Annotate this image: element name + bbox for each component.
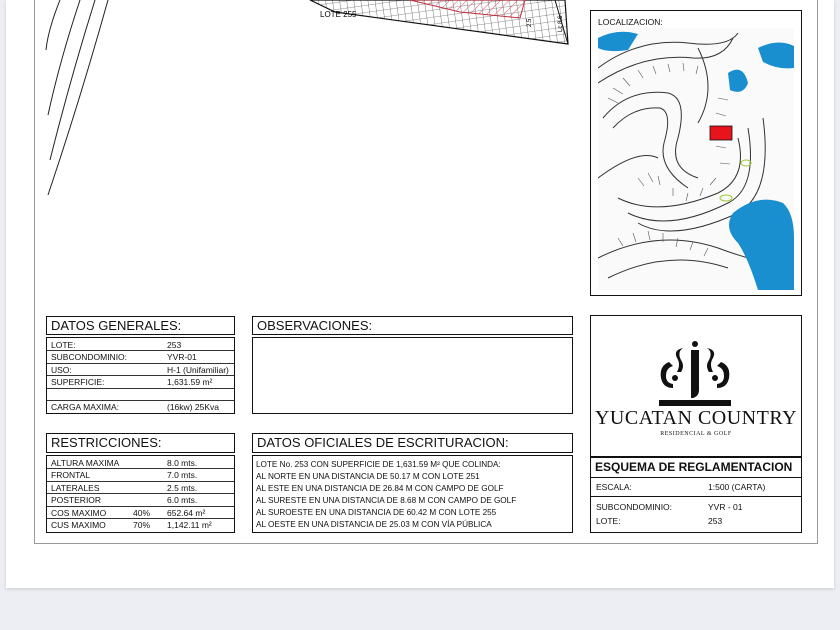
restriction-row-sides [47, 482, 234, 494]
deeds-line: AL SUROESTE EN UNA DISTANCIA DE 60.42 M CON LOTE 255 [256, 508, 497, 518]
restriction-row-cus [47, 519, 234, 531]
deeds-line: AL NORTE EN UNA DISTANCIA DE 50.17 M CON LOTE 251 [256, 472, 480, 482]
general-row-label: SUBCONDOMINIO: [51, 352, 128, 363]
brand-tagline: RESIDENCIAL & GOLF [660, 431, 732, 437]
restrictions-table [46, 455, 235, 533]
dim-label-a: 2.5 [527, 18, 533, 27]
lot-label: LOTE: [596, 516, 621, 526]
deeds-title: DATOS OFICIALES DE ESCRITURACION: [252, 433, 573, 453]
restriction-row-cos [47, 507, 234, 519]
restriction-pct: 40% [133, 507, 151, 518]
restriction-value: 652.64 m² [167, 507, 206, 518]
restriction-row-height [47, 457, 234, 469]
general-row-label: USO: [51, 364, 72, 375]
scale-label: ESCALA: [596, 482, 632, 492]
deeds-box [252, 455, 573, 533]
lot-255-label: LOTE 255 [320, 10, 357, 19]
restriction-value: 1,142.11 m² [167, 520, 212, 530]
location-label: LOCALIZACION: [598, 17, 663, 27]
restriction-row-front [47, 469, 234, 481]
general-row-value: 1,631.59 m² [167, 377, 213, 388]
general-row-load [47, 401, 234, 413]
general-row-label: CARGA MAXIMA: [51, 402, 120, 412]
location-map [598, 28, 794, 290]
scheme-divider [590, 477, 802, 478]
general-row-label: SUPERFICIE: [51, 377, 105, 388]
restriction-label: FRONTAL [51, 470, 91, 481]
deeds-line: AL OESTE EN UNA DISTANCIA DE 25.03 M CON VÍA PÚBLICA [256, 520, 492, 530]
restriction-value: 2.5 mts. [167, 482, 198, 493]
lot-value: 253 [708, 516, 723, 526]
general-row-surface [47, 376, 234, 388]
scheme-title: ESQUEMA DE REGLAMENTACION [595, 460, 793, 474]
subcondo-label: SUBCONDOMINIO: [596, 502, 673, 512]
restriction-value: 8.0 mts. [167, 458, 198, 468]
general-row-value: 253 [167, 340, 182, 350]
deeds-line: AL SURESTE EN UNA DISTANCIA DE 8.68 M CON CAMPO DE GOLF [256, 496, 517, 506]
scale-divider [590, 496, 802, 497]
scale-value: 1:500 (CARTA) [708, 482, 766, 492]
deeds-line: LOTE No. 253 CON SUPERFICIE DE 1,631.59 M² QUE COLINDA: [256, 460, 501, 469]
restriction-value: 7.0 mts. [167, 470, 198, 481]
general-row-value: H-1 (Unifamiliar) [167, 364, 229, 375]
restriction-pct: 70% [133, 520, 151, 530]
restriction-label: LATERALES [51, 482, 100, 493]
general-row-subcondo [47, 351, 234, 363]
restriction-label: CUS MAXIMO [51, 520, 106, 530]
deeds-line: AL ESTE EN UNA DISTANCIA DE 26.84 M CON CAMPO DE GOLF [256, 484, 504, 494]
general-row-lot [47, 339, 234, 351]
general-data-table [46, 337, 235, 414]
restriction-label: COS MAXIMO [51, 507, 107, 518]
restriction-label: POSTERIOR [51, 495, 102, 506]
general-row-use [47, 364, 234, 376]
dim-label-b: Lc 8.6 [558, 15, 564, 32]
title-divider [590, 456, 802, 458]
restrictions-title: RESTRICCIONES: [46, 433, 235, 453]
restriction-row-rear [47, 494, 234, 506]
observations-box [252, 337, 573, 414]
restriction-value: 6.0 mts. [167, 495, 198, 506]
general-row-value: YVR-01 [167, 352, 197, 363]
brand-name: YUCATAN COUNTRY [594, 407, 798, 429]
general-row-empty [47, 389, 234, 401]
subcondo-value: YVR - 01 [708, 502, 743, 512]
observations-title: OBSERVACIONES: [252, 316, 573, 335]
general-row-label: LOTE: [51, 340, 76, 350]
yucatan-country-logo-icon [655, 338, 735, 410]
restriction-label: ALTURA MAXIMA [51, 458, 120, 468]
general-row-value: (16kw) 25Kva [167, 402, 219, 412]
general-data-title: DATOS GENERALES: [46, 316, 235, 335]
